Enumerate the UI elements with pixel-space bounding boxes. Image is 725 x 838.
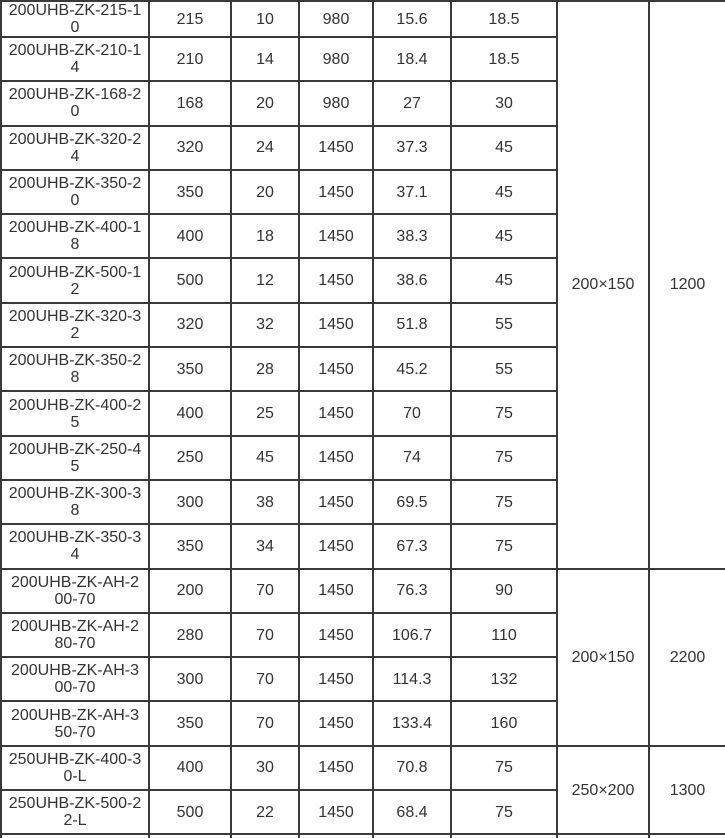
speed-cell: 1450 bbox=[299, 480, 373, 524]
flow-cell: 168 bbox=[149, 81, 231, 125]
model-cell: 200UHB-ZK-210-14 bbox=[1, 37, 149, 81]
motor-power-cell: 75 bbox=[451, 790, 557, 834]
flow-cell: 400 bbox=[149, 214, 231, 258]
weight-cell bbox=[649, 834, 725, 838]
head-cell: 38 bbox=[231, 480, 299, 524]
power-cell: 133.4 bbox=[373, 701, 451, 745]
model-cell: 200UHB-ZK-AH-350-70 bbox=[1, 701, 149, 745]
motor-power-cell: 18.5 bbox=[451, 37, 557, 81]
power-cell: 27 bbox=[373, 81, 451, 125]
model-cell: 200UHB-ZK-300-38 bbox=[1, 480, 149, 524]
head-cell: 18 bbox=[231, 214, 299, 258]
head-cell: 10 bbox=[231, 1, 299, 37]
model-cell: 200UHB-ZK-400-25 bbox=[1, 391, 149, 435]
power-cell: 18.4 bbox=[373, 37, 451, 81]
speed-cell: 980 bbox=[299, 37, 373, 81]
motor-power-cell: 160 bbox=[451, 701, 557, 745]
motor-power-cell: 45 bbox=[451, 170, 557, 214]
speed-cell: 1450 bbox=[299, 303, 373, 347]
speed-cell: 1450 bbox=[299, 657, 373, 701]
flow-cell: 300 bbox=[149, 480, 231, 524]
model-cell bbox=[1, 834, 149, 838]
motor-power-cell: 55 bbox=[451, 303, 557, 347]
flow-cell: 300 bbox=[149, 657, 231, 701]
motor-power-cell: 90 bbox=[451, 569, 557, 613]
motor-power-cell: 45 bbox=[451, 214, 557, 258]
power-cell: 51.8 bbox=[373, 303, 451, 347]
model-cell: 200UHB-ZK-AH-200-70 bbox=[1, 569, 149, 613]
model-cell: 200UHB-ZK-400-18 bbox=[1, 214, 149, 258]
motor-power-cell bbox=[451, 834, 557, 838]
power-cell bbox=[373, 834, 451, 838]
speed-cell: 1450 bbox=[299, 126, 373, 170]
motor-power-cell: 75 bbox=[451, 436, 557, 480]
pump-weight-cell: 1300 bbox=[649, 746, 725, 835]
power-cell: 38.6 bbox=[373, 258, 451, 302]
pump-size-cell: 200×150 bbox=[557, 1, 649, 569]
head-cell: 28 bbox=[231, 347, 299, 391]
power-cell: 38.3 bbox=[373, 214, 451, 258]
speed-cell: 1450 bbox=[299, 746, 373, 790]
flow-cell: 320 bbox=[149, 126, 231, 170]
head-cell: 34 bbox=[231, 524, 299, 568]
speed-cell: 1450 bbox=[299, 790, 373, 834]
table-row bbox=[1, 569, 725, 613]
flow-cell: 350 bbox=[149, 170, 231, 214]
size-cell bbox=[557, 834, 649, 838]
speed-cell: 980 bbox=[299, 81, 373, 125]
head-cell: 20 bbox=[231, 81, 299, 125]
head-cell: 22 bbox=[231, 790, 299, 834]
power-cell: 76.3 bbox=[373, 569, 451, 613]
flow-cell: 350 bbox=[149, 524, 231, 568]
model-cell: 200UHB-ZK-500-12 bbox=[1, 258, 149, 302]
speed-cell bbox=[299, 834, 373, 838]
head-cell: 32 bbox=[231, 303, 299, 347]
power-cell: 69.5 bbox=[373, 480, 451, 524]
power-cell: 70.8 bbox=[373, 746, 451, 790]
flow-cell: 350 bbox=[149, 701, 231, 745]
motor-power-cell: 75 bbox=[451, 391, 557, 435]
head-cell: 70 bbox=[231, 657, 299, 701]
head-cell: 24 bbox=[231, 126, 299, 170]
speed-cell: 1450 bbox=[299, 347, 373, 391]
motor-power-cell: 30 bbox=[451, 81, 557, 125]
model-cell: 250UHB-ZK-400-30-L bbox=[1, 746, 149, 790]
model-cell: 200UHB-ZK-215-10 bbox=[1, 1, 149, 37]
table-row bbox=[1, 1, 725, 37]
motor-power-cell: 75 bbox=[451, 746, 557, 790]
flow-cell: 200 bbox=[149, 569, 231, 613]
head-cell: 25 bbox=[231, 391, 299, 435]
pump-weight-cell: 1200 bbox=[649, 1, 725, 569]
head-cell: 70 bbox=[231, 613, 299, 657]
power-cell: 114.3 bbox=[373, 657, 451, 701]
head-cell: 14 bbox=[231, 37, 299, 81]
power-cell: 68.4 bbox=[373, 790, 451, 834]
motor-power-cell: 45 bbox=[451, 258, 557, 302]
table-row-partial bbox=[1, 834, 725, 838]
head-cell: 45 bbox=[231, 436, 299, 480]
model-cell: 200UHB-ZK-320-24 bbox=[1, 126, 149, 170]
power-cell: 67.3 bbox=[373, 524, 451, 568]
motor-power-cell: 132 bbox=[451, 657, 557, 701]
head-cell: 20 bbox=[231, 170, 299, 214]
speed-cell: 980 bbox=[299, 1, 373, 37]
head-cell bbox=[231, 834, 299, 838]
table-row bbox=[1, 746, 725, 790]
motor-power-cell: 110 bbox=[451, 613, 557, 657]
speed-cell: 1450 bbox=[299, 524, 373, 568]
model-cell: 250UHB-ZK-500-22-L bbox=[1, 790, 149, 834]
model-cell: 200UHB-ZK-320-32 bbox=[1, 303, 149, 347]
motor-power-cell: 75 bbox=[451, 480, 557, 524]
flow-cell: 280 bbox=[149, 613, 231, 657]
pump-weight-cell: 2200 bbox=[649, 569, 725, 746]
pump-size-cell: 250×200 bbox=[557, 746, 649, 835]
flow-cell: 400 bbox=[149, 391, 231, 435]
power-cell: 45.2 bbox=[373, 347, 451, 391]
model-cell: 200UHB-ZK-350-28 bbox=[1, 347, 149, 391]
speed-cell: 1450 bbox=[299, 214, 373, 258]
speed-cell: 1450 bbox=[299, 613, 373, 657]
flow-cell: 215 bbox=[149, 1, 231, 37]
pump-size-cell: 200×150 bbox=[557, 569, 649, 746]
head-cell: 12 bbox=[231, 258, 299, 302]
power-cell: 70 bbox=[373, 391, 451, 435]
speed-cell: 1450 bbox=[299, 569, 373, 613]
power-cell: 37.3 bbox=[373, 126, 451, 170]
head-cell: 30 bbox=[231, 746, 299, 790]
model-cell: 200UHB-ZK-AH-280-70 bbox=[1, 613, 149, 657]
flow-cell: 210 bbox=[149, 37, 231, 81]
flow-cell: 320 bbox=[149, 303, 231, 347]
motor-power-cell: 18.5 bbox=[451, 1, 557, 37]
head-cell: 70 bbox=[231, 701, 299, 745]
motor-power-cell: 55 bbox=[451, 347, 557, 391]
motor-power-cell: 45 bbox=[451, 126, 557, 170]
flow-cell: 500 bbox=[149, 790, 231, 834]
speed-cell: 1450 bbox=[299, 258, 373, 302]
motor-power-cell: 75 bbox=[451, 524, 557, 568]
model-cell: 200UHB-ZK-250-45 bbox=[1, 436, 149, 480]
power-cell: 74 bbox=[373, 436, 451, 480]
flow-cell: 250 bbox=[149, 436, 231, 480]
speed-cell: 1450 bbox=[299, 170, 373, 214]
flow-cell: 400 bbox=[149, 746, 231, 790]
power-cell: 15.6 bbox=[373, 1, 451, 37]
speed-cell: 1450 bbox=[299, 701, 373, 745]
model-cell: 200UHB-ZK-168-20 bbox=[1, 81, 149, 125]
power-cell: 37.1 bbox=[373, 170, 451, 214]
speed-cell: 1450 bbox=[299, 436, 373, 480]
flow-cell: 500 bbox=[149, 258, 231, 302]
model-cell: 200UHB-ZK-350-34 bbox=[1, 524, 149, 568]
model-cell: 200UHB-ZK-AH-300-70 bbox=[1, 657, 149, 701]
speed-cell: 1450 bbox=[299, 391, 373, 435]
model-cell: 200UHB-ZK-350-20 bbox=[1, 170, 149, 214]
flow-cell: 350 bbox=[149, 347, 231, 391]
power-cell: 106.7 bbox=[373, 613, 451, 657]
head-cell: 70 bbox=[231, 569, 299, 613]
flow-cell bbox=[149, 834, 231, 838]
